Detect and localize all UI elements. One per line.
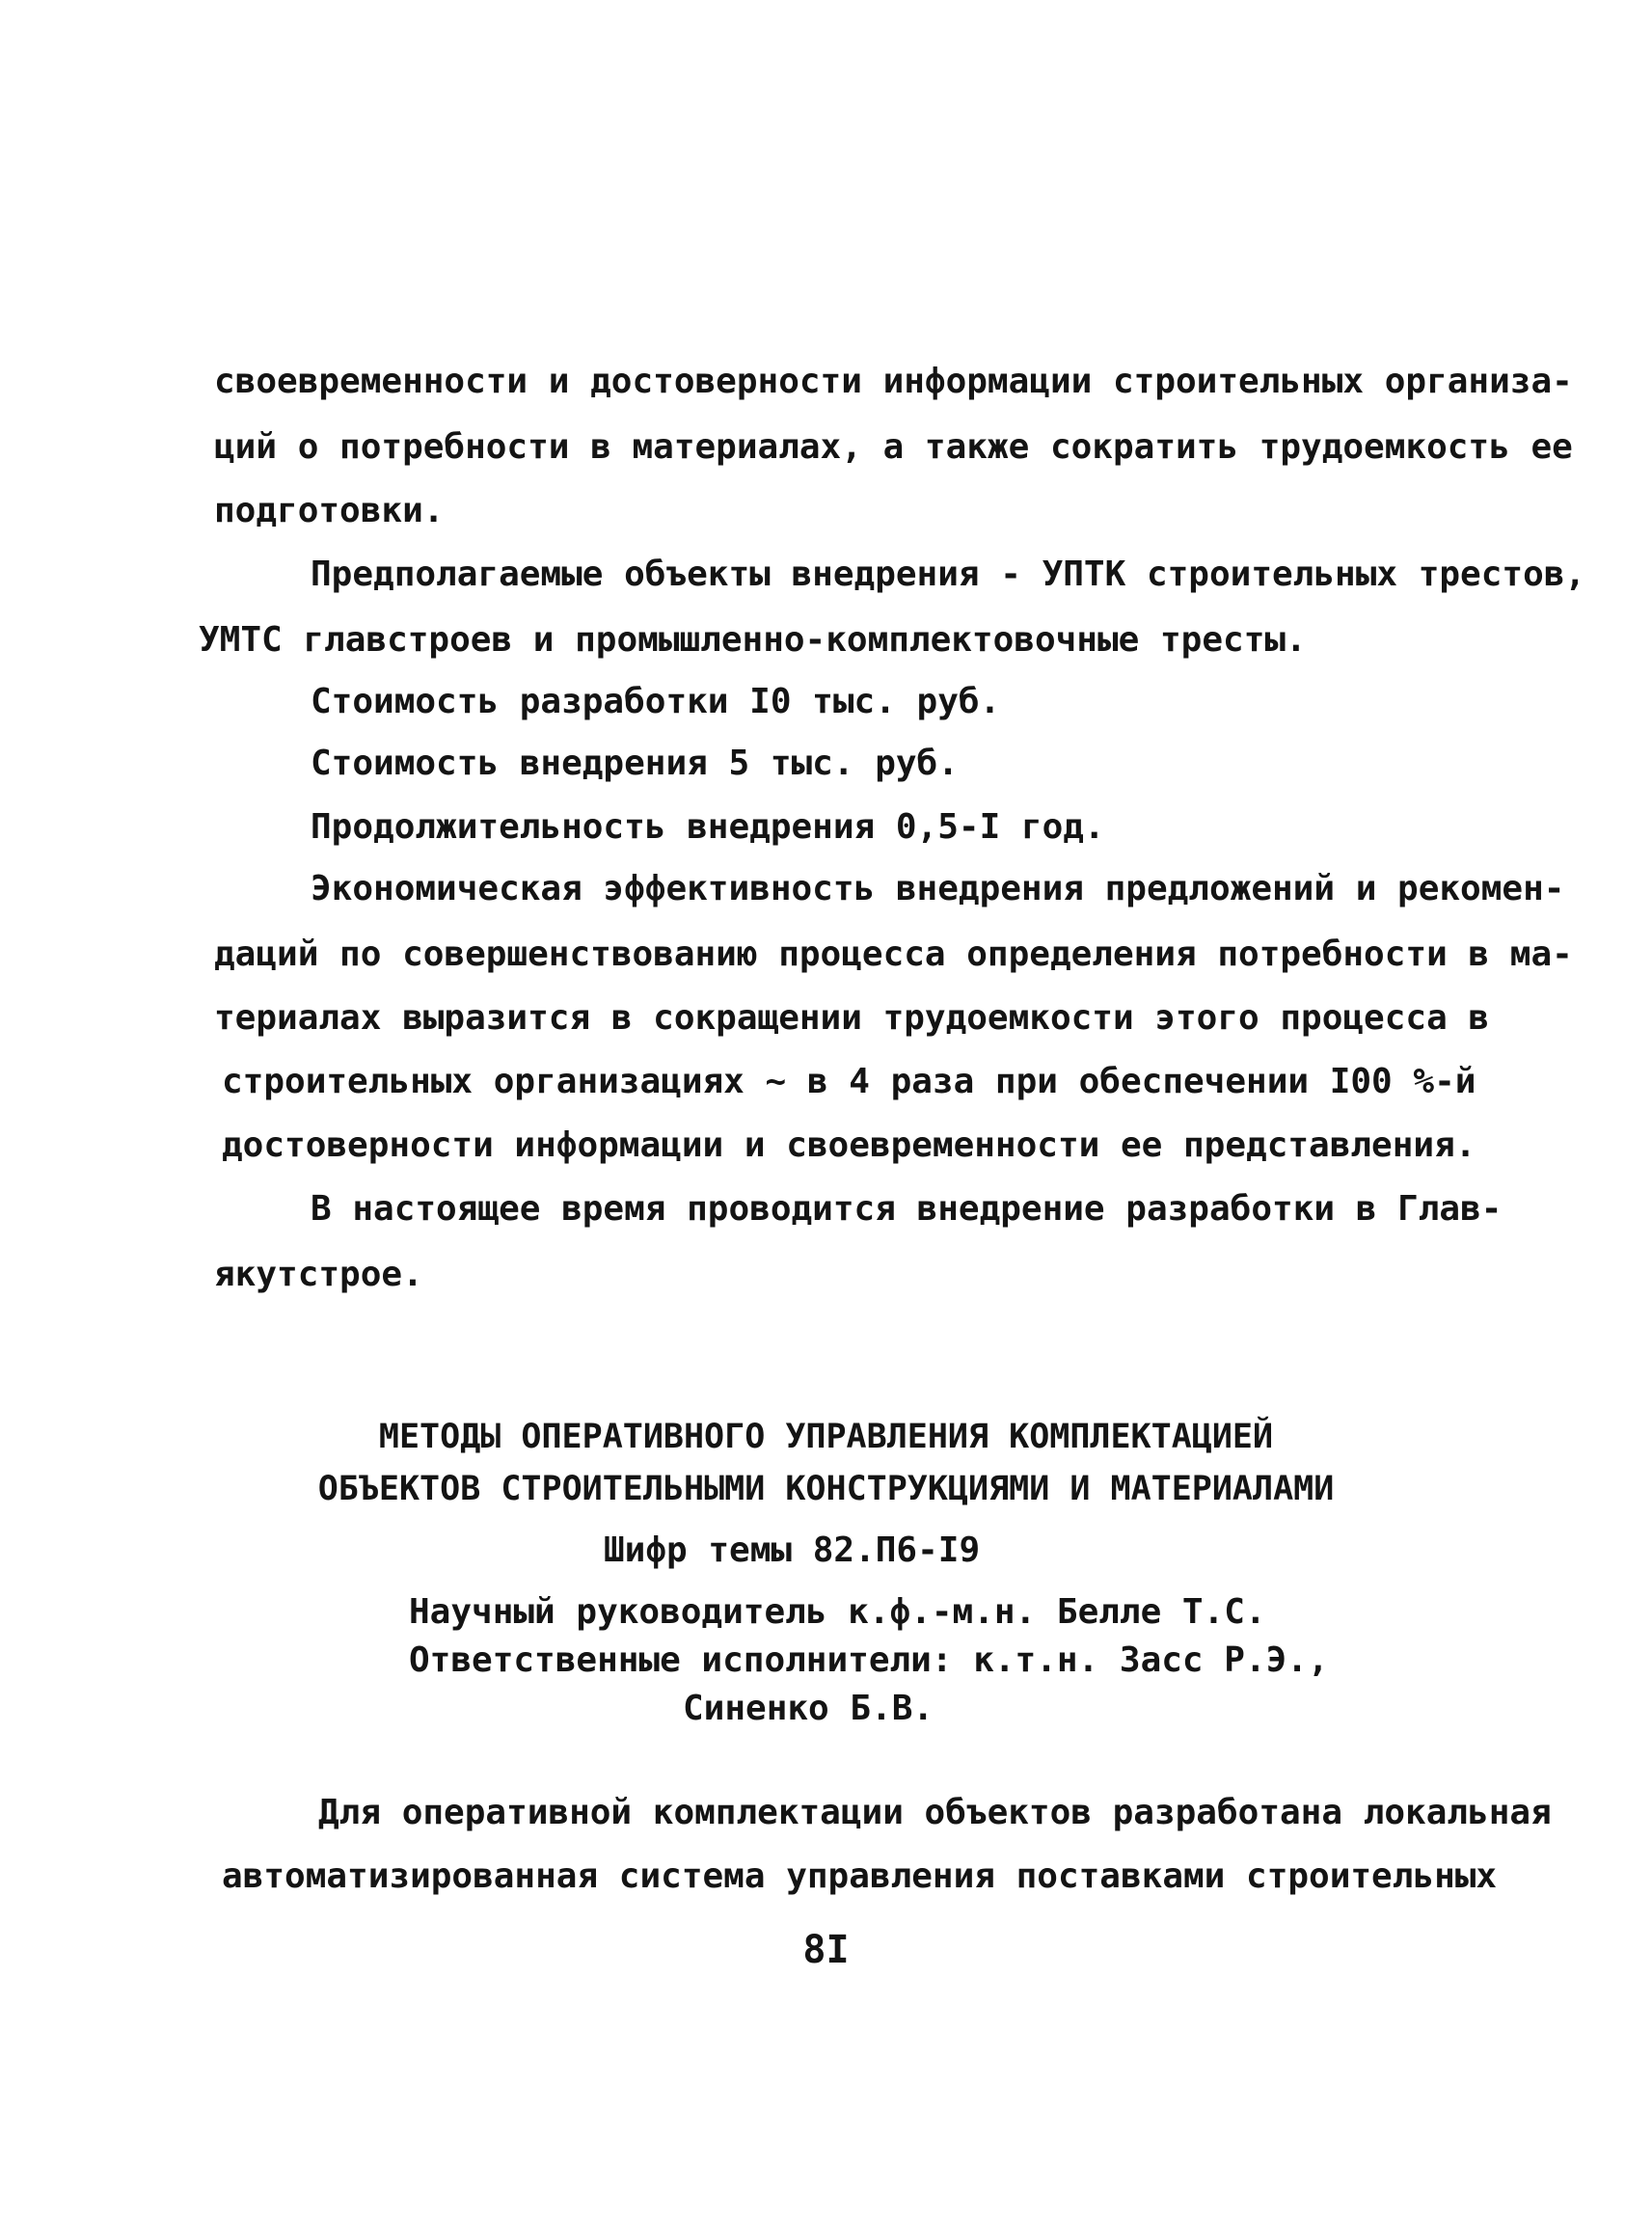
implementation-cost: Стоимость внедрения 5 тыс. руб. (311, 744, 959, 783)
theme-code: Шифр темы 82.П6-I9 (604, 1530, 981, 1570)
paragraph-4-line-2: якутстрое. (214, 1255, 423, 1294)
paragraph-4-line-1: В настоящее время проводится внедрение разработки в Глав- (311, 1189, 1503, 1229)
responsible-executors: Ответственные исполнители: к.т.н. Засс Р.Э., (409, 1640, 1329, 1680)
paragraph-2-line-2: УМТС главстроев и промышленно-комплектовочные тресты. (199, 620, 1307, 660)
paragraph-3-line-4: строительных организациях ~ в 4 раза при обеспечении I00 %-й (222, 1062, 1476, 1101)
paragraph-3-line-5: достоверности информации и своевременности ее представления. (222, 1125, 1476, 1165)
page-number: 8I (802, 1928, 850, 1972)
section-title-line-2: ОБЪЕКТОВ СТРОИТЕЛЬНЫМИ КОНСТРУКЦИЯМИ И МАТЕРИАЛАМИ (317, 1470, 1335, 1508)
section-title-line-1: МЕТОДЫ ОПЕРАТИВНОГО УПРАВЛЕНИЯ КОМПЛЕКТАЦИЕЙ (378, 1418, 1274, 1456)
paragraph-2-line-1: Предполагаемые объекты внедрения - УПТК строительных трестов, (311, 555, 1586, 594)
paragraph-1-line-3: подготовки. (214, 491, 445, 530)
paragraph-3-line-1: Экономическая эффективность внедрения предложений и рекомен- (311, 869, 1565, 908)
paragraph-3-line-2: даций по совершенствованию процесса определения потребности в ма- (214, 934, 1573, 974)
paragraph-1-line-1: своевременности и достоверности информации строительных организа- (214, 362, 1573, 401)
paragraph-1-line-2: ций о потребности в материалах, а также сократить трудоемкость ее (214, 427, 1573, 467)
paragraph-5-line-2: автоматизированная система управления поставками строительных (222, 1856, 1498, 1896)
implementation-duration: Продолжительность внедрения 0,5-I год. (311, 807, 1105, 847)
scientific-supervisor: Научный руководитель к.ф.-м.н. Белле Т.С. (409, 1592, 1266, 1632)
paragraph-3-line-3: териалах выразится в сокращении трудоемкости этого процесса в (214, 998, 1490, 1038)
paragraph-5-line-1: Для оперативной комплектации объектов разработана локальная (318, 1793, 1552, 1832)
development-cost: Стоимость разработки I0 тыс. руб. (311, 682, 1001, 721)
responsible-executors-2: Синенко Б.В. (683, 1689, 934, 1728)
